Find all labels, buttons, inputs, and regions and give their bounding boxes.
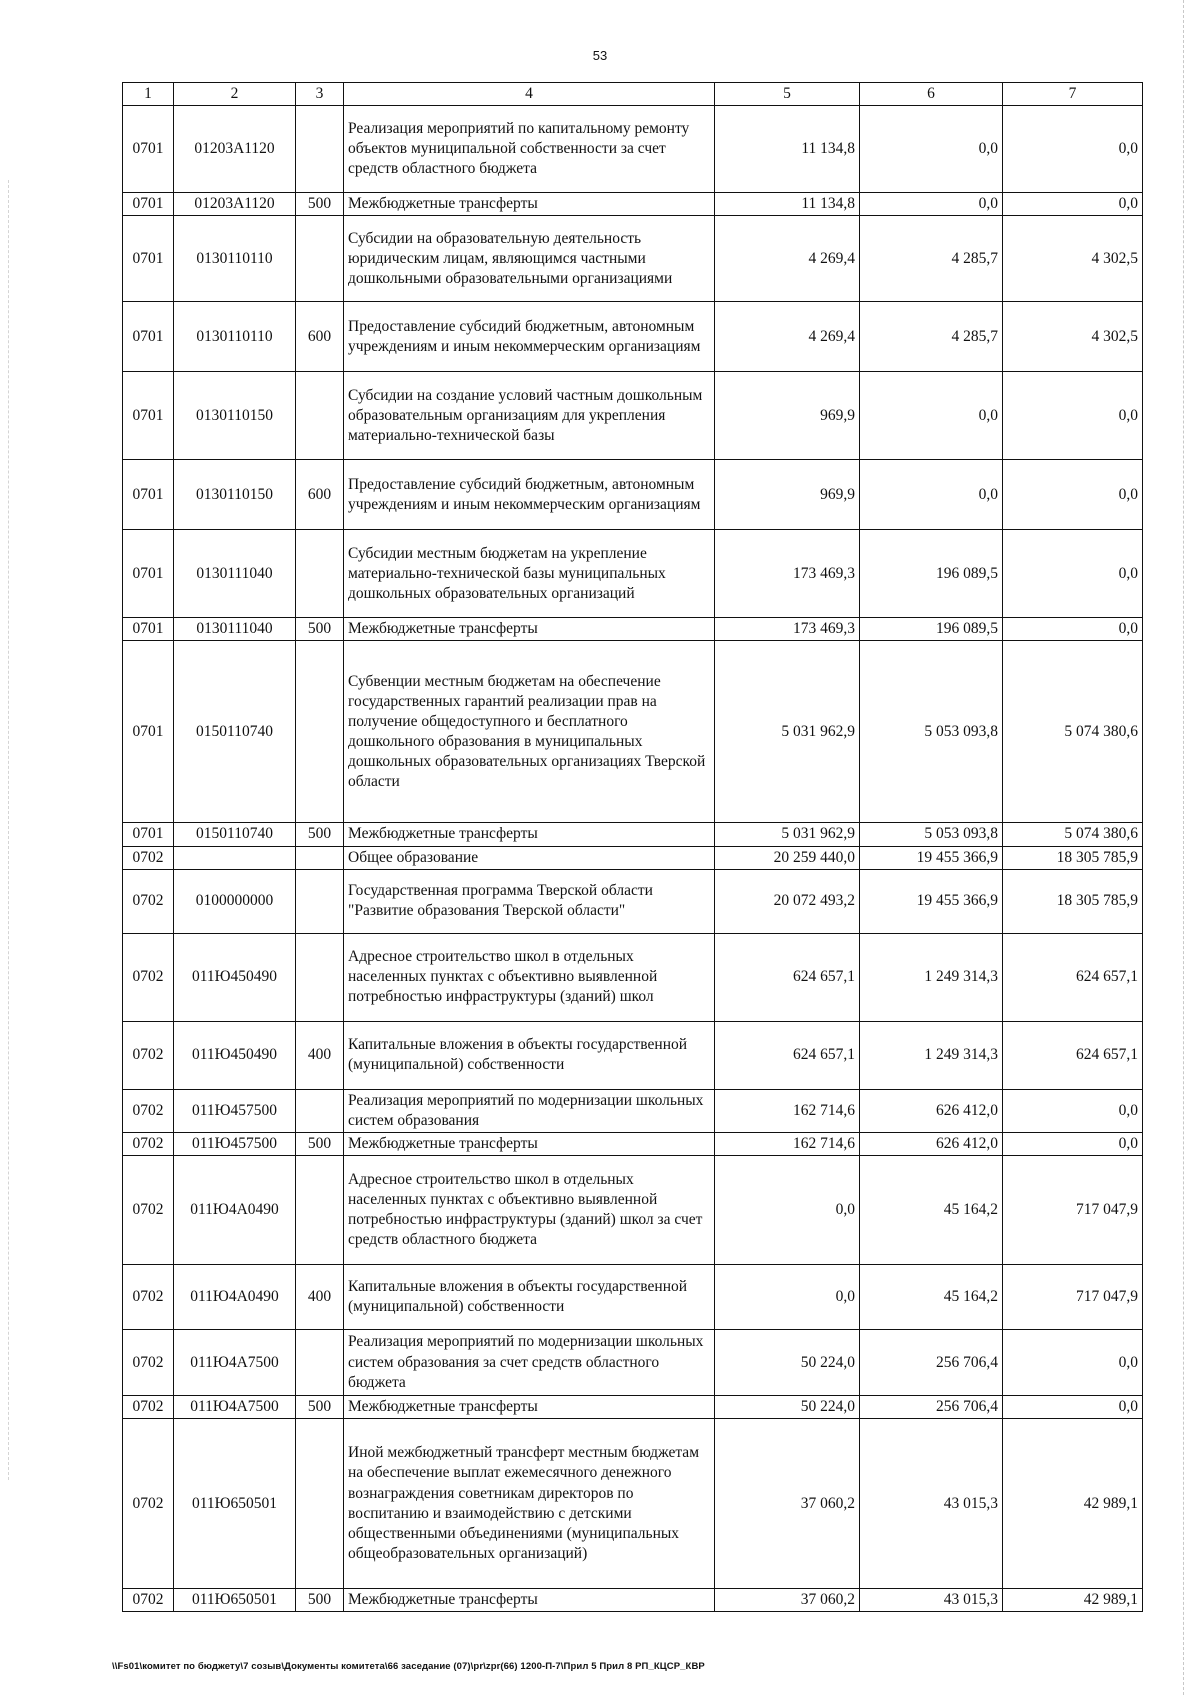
amount-year-2: 19 455 366,9: [860, 869, 1003, 933]
target-article-code: 0130111040: [174, 618, 296, 641]
expense-type-code: 400: [296, 1021, 344, 1089]
description: Общее образование: [344, 846, 715, 869]
target-article-code: 0150110740: [174, 641, 296, 823]
column-header-1: 1: [123, 83, 174, 106]
table-row: [123, 1089, 1143, 1132]
section-code: 0702: [123, 1265, 174, 1330]
amount-year-1: 624 657,1: [715, 1021, 860, 1089]
table-row: [123, 1396, 1143, 1419]
target-article-code: 0130110150: [174, 460, 296, 530]
section-code: 0701: [123, 530, 174, 618]
description: Адресное строительство школ в отдельных населенных пунктах с объективно выявленной потребностью инфраструктуры (зданий) школ за счет средств областного бюджета: [344, 1156, 715, 1265]
section-code: 0701: [123, 641, 174, 823]
expense-type-code: [296, 216, 344, 302]
file-path-footer: \\Fs01\комитет по бюджету\7 созыв\Документы комитета\66 заседание (07)\pr\zpr(66) 1200-П-7\Прил 5 Прил 8 РП_КЦСР_КВР: [112, 1661, 705, 1672]
amount-year-1: 4 269,4: [715, 302, 860, 372]
target-article-code: 011Ю450490: [174, 1021, 296, 1089]
amount-year-3: 717 047,9: [1003, 1156, 1143, 1265]
target-article-code: 011Ю457500: [174, 1132, 296, 1155]
amount-year-1: 4 269,4: [715, 216, 860, 302]
description: Межбюджетные трансферты: [344, 1589, 715, 1612]
target-article-code: 0100000000: [174, 869, 296, 933]
column-header-3: 3: [296, 83, 344, 106]
target-article-code: 0150110740: [174, 823, 296, 846]
amount-year-2: 1 249 314,3: [860, 1021, 1003, 1089]
table-header: [123, 83, 1143, 106]
amount-year-3: 42 989,1: [1003, 1589, 1143, 1612]
table-row: [123, 372, 1143, 460]
section-code: 0702: [123, 1156, 174, 1265]
table-row: [123, 216, 1143, 302]
amount-year-1: 11 134,8: [715, 106, 860, 193]
target-article-code: 0130110110: [174, 302, 296, 372]
expense-type-code: 500: [296, 1132, 344, 1155]
amount-year-2: 43 015,3: [860, 1419, 1003, 1589]
amount-year-3: 0,0: [1003, 1330, 1143, 1396]
amount-year-1: 0,0: [715, 1265, 860, 1330]
target-article-code: 011Ю4А7500: [174, 1396, 296, 1419]
expense-type-code: 600: [296, 302, 344, 372]
target-article-code: 01203A1120: [174, 106, 296, 193]
description: Адресное строительство школ в отдельных населенных пунктах с объективно выявленной потребностью инфраструктуры (зданий) школ: [344, 933, 715, 1021]
section-code: 0702: [123, 1330, 174, 1396]
description: Предоставление субсидий бюджетным, автономным учреждениям и иным некоммерческим организациям: [344, 302, 715, 372]
amount-year-3: 0,0: [1003, 1089, 1143, 1132]
description: Реализация мероприятий по капитальному ремонту объектов муниципальной собственности за счет средств областного бюджета: [344, 106, 715, 193]
description: Предоставление субсидий бюджетным, автономным учреждениям и иным некоммерческим организациям: [344, 460, 715, 530]
expense-type-code: [296, 641, 344, 823]
amount-year-2: 0,0: [860, 106, 1003, 193]
expense-type-code: [296, 1419, 344, 1589]
target-article-code: [174, 846, 296, 869]
amount-year-1: 11 134,8: [715, 193, 860, 216]
column-header-7: 7: [1003, 83, 1143, 106]
amount-year-1: 0,0: [715, 1156, 860, 1265]
expense-type-code: [296, 372, 344, 460]
amount-year-2: 256 706,4: [860, 1396, 1003, 1419]
amount-year-1: 50 224,0: [715, 1396, 860, 1419]
target-article-code: 011Ю450490: [174, 933, 296, 1021]
table-row: [123, 1419, 1143, 1589]
amount-year-2: 4 285,7: [860, 216, 1003, 302]
amount-year-1: 20 072 493,2: [715, 869, 860, 933]
description: Субсидии на создание условий частным дошкольным образовательным организациям для укрепления материально-технической базы: [344, 372, 715, 460]
amount-year-3: 4 302,5: [1003, 302, 1143, 372]
amount-year-1: 50 224,0: [715, 1330, 860, 1396]
table-row: [123, 1021, 1143, 1089]
description: Капитальные вложения в объекты государственной (муниципальной) собственности: [344, 1265, 715, 1330]
description: Государственная программа Тверской области "Развитие образования Тверской области": [344, 869, 715, 933]
target-article-code: 011Ю650501: [174, 1419, 296, 1589]
description: Межбюджетные трансферты: [344, 1396, 715, 1419]
table-body: [123, 106, 1143, 1612]
amount-year-2: 5 053 093,8: [860, 823, 1003, 846]
expense-type-code: 400: [296, 1265, 344, 1330]
amount-year-1: 173 469,3: [715, 618, 860, 641]
amount-year-2: 196 089,5: [860, 530, 1003, 618]
amount-year-3: 18 305 785,9: [1003, 846, 1143, 869]
expense-type-code: 500: [296, 618, 344, 641]
target-article-code: 011Ю4А7500: [174, 1330, 296, 1396]
description: Реализация мероприятий по модернизации школьных систем образования за счет средств областного бюджета: [344, 1330, 715, 1396]
section-code: 0702: [123, 1589, 174, 1612]
amount-year-1: 162 714,6: [715, 1132, 860, 1155]
section-code: 0701: [123, 106, 174, 193]
description: Межбюджетные трансферты: [344, 618, 715, 641]
target-article-code: 01203A1120: [174, 193, 296, 216]
description: Субсидии местным бюджетам на укрепление материально-технической базы муниципальных дошкольных образовательных организаций: [344, 530, 715, 618]
amount-year-1: 5 031 962,9: [715, 823, 860, 846]
amount-year-3: 0,0: [1003, 530, 1143, 618]
expense-type-code: [296, 106, 344, 193]
table-row: [123, 846, 1143, 869]
column-header-5: 5: [715, 83, 860, 106]
column-header-6: 6: [860, 83, 1003, 106]
amount-year-3: 0,0: [1003, 193, 1143, 216]
expense-type-code: [296, 1156, 344, 1265]
amount-year-2: 1 249 314,3: [860, 933, 1003, 1021]
section-code: 0702: [123, 1021, 174, 1089]
amount-year-1: 162 714,6: [715, 1089, 860, 1132]
table-row: [123, 933, 1143, 1021]
page-number: 53: [592, 48, 608, 63]
expense-type-code: 600: [296, 460, 344, 530]
table-row: [123, 1330, 1143, 1396]
section-code: 0702: [123, 1396, 174, 1419]
section-code: 0701: [123, 823, 174, 846]
expense-type-code: 500: [296, 1589, 344, 1612]
table-row: [123, 302, 1143, 372]
table-row: [123, 618, 1143, 641]
table-row: [123, 1156, 1143, 1265]
table-row: [123, 460, 1143, 530]
section-code: 0702: [123, 846, 174, 869]
description: Межбюджетные трансферты: [344, 193, 715, 216]
expense-type-code: [296, 530, 344, 618]
description: Межбюджетные трансферты: [344, 823, 715, 846]
target-article-code: 0130110110: [174, 216, 296, 302]
amount-year-3: 624 657,1: [1003, 933, 1143, 1021]
table-row: [123, 193, 1143, 216]
amount-year-3: 5 074 380,6: [1003, 823, 1143, 846]
amount-year-3: 0,0: [1003, 1396, 1143, 1419]
expense-type-code: [296, 846, 344, 869]
section-code: 0702: [123, 933, 174, 1021]
amount-year-2: 5 053 093,8: [860, 641, 1003, 823]
expense-type-code: 500: [296, 1396, 344, 1419]
amount-year-2: 0,0: [860, 193, 1003, 216]
amount-year-2: 626 412,0: [860, 1089, 1003, 1132]
section-code: 0701: [123, 216, 174, 302]
expense-type-code: 500: [296, 823, 344, 846]
section-code: 0702: [123, 869, 174, 933]
amount-year-2: 196 089,5: [860, 618, 1003, 641]
amount-year-3: 42 989,1: [1003, 1419, 1143, 1589]
expense-type-code: [296, 1330, 344, 1396]
description: Субвенции местным бюджетам на обеспечение государственных гарантий реализации прав на получение общедоступного и бесплатного дошкольного образования в муниципальных дошкольных образовательных организациях Тверской области: [344, 641, 715, 823]
amount-year-2: 4 285,7: [860, 302, 1003, 372]
table-row: [123, 1265, 1143, 1330]
amount-year-3: 0,0: [1003, 618, 1143, 641]
target-article-code: 011Ю4А0490: [174, 1156, 296, 1265]
amount-year-1: 20 259 440,0: [715, 846, 860, 869]
target-article-code: 011Ю457500: [174, 1089, 296, 1132]
description: Реализация мероприятий по модернизации школьных систем образования: [344, 1089, 715, 1132]
amount-year-1: 37 060,2: [715, 1419, 860, 1589]
target-article-code: 0130111040: [174, 530, 296, 618]
expense-type-code: 500: [296, 193, 344, 216]
target-article-code: 0130110150: [174, 372, 296, 460]
amount-year-1: 5 031 962,9: [715, 641, 860, 823]
budget-table: [122, 82, 1143, 1612]
section-code: 0701: [123, 302, 174, 372]
amount-year-2: 19 455 366,9: [860, 846, 1003, 869]
amount-year-2: 0,0: [860, 372, 1003, 460]
section-code: 0701: [123, 193, 174, 216]
amount-year-1: 173 469,3: [715, 530, 860, 618]
amount-year-2: 45 164,2: [860, 1156, 1003, 1265]
table-row: [123, 1589, 1143, 1612]
target-article-code: 011Ю650501: [174, 1589, 296, 1612]
expense-type-code: [296, 869, 344, 933]
table-row: [123, 1132, 1143, 1155]
table-row: [123, 869, 1143, 933]
amount-year-1: 37 060,2: [715, 1589, 860, 1612]
expense-type-code: [296, 1089, 344, 1132]
amount-year-1: 624 657,1: [715, 933, 860, 1021]
amount-year-3: 0,0: [1003, 106, 1143, 193]
description: Субсидии на образовательную деятельность юридическим лицам, являющимся частными дошкольными образовательными организациями: [344, 216, 715, 302]
table-row: [123, 823, 1143, 846]
section-code: 0702: [123, 1132, 174, 1155]
amount-year-3: 5 074 380,6: [1003, 641, 1143, 823]
amount-year-2: 45 164,2: [860, 1265, 1003, 1330]
section-code: 0702: [123, 1419, 174, 1589]
amount-year-2: 256 706,4: [860, 1330, 1003, 1396]
column-header-2: 2: [174, 83, 296, 106]
section-code: 0702: [123, 1089, 174, 1132]
amount-year-3: 0,0: [1003, 372, 1143, 460]
amount-year-1: 969,9: [715, 460, 860, 530]
table-row: [123, 530, 1143, 618]
table-row: [123, 106, 1143, 193]
amount-year-3: 18 305 785,9: [1003, 869, 1143, 933]
section-code: 0701: [123, 618, 174, 641]
scan-edge: [1183, 0, 1185, 1695]
amount-year-3: 624 657,1: [1003, 1021, 1143, 1089]
amount-year-2: 0,0: [860, 460, 1003, 530]
description: Капитальные вложения в объекты государственной (муниципальной) собственности: [344, 1021, 715, 1089]
expense-type-code: [296, 933, 344, 1021]
table-row: [123, 641, 1143, 823]
amount-year-3: 717 047,9: [1003, 1265, 1143, 1330]
amount-year-1: 969,9: [715, 372, 860, 460]
amount-year-3: 0,0: [1003, 460, 1143, 530]
amount-year-3: 4 302,5: [1003, 216, 1143, 302]
scan-edge: [8, 180, 10, 1480]
target-article-code: 011Ю4А0490: [174, 1265, 296, 1330]
column-header-4: 4: [344, 83, 715, 106]
section-code: 0701: [123, 372, 174, 460]
description: Иной межбюджетный трансферт местным бюджетам на обеспечение выплат ежемесячного денежного вознаграждения советникам директоров по воспитанию и взаимодействию с детскими общественными объединениями (муниципальных общеобразовательных организаций): [344, 1419, 715, 1589]
amount-year-3: 0,0: [1003, 1132, 1143, 1155]
amount-year-2: 43 015,3: [860, 1589, 1003, 1612]
section-code: 0701: [123, 460, 174, 530]
description: Межбюджетные трансферты: [344, 1132, 715, 1155]
amount-year-2: 626 412,0: [860, 1132, 1003, 1155]
